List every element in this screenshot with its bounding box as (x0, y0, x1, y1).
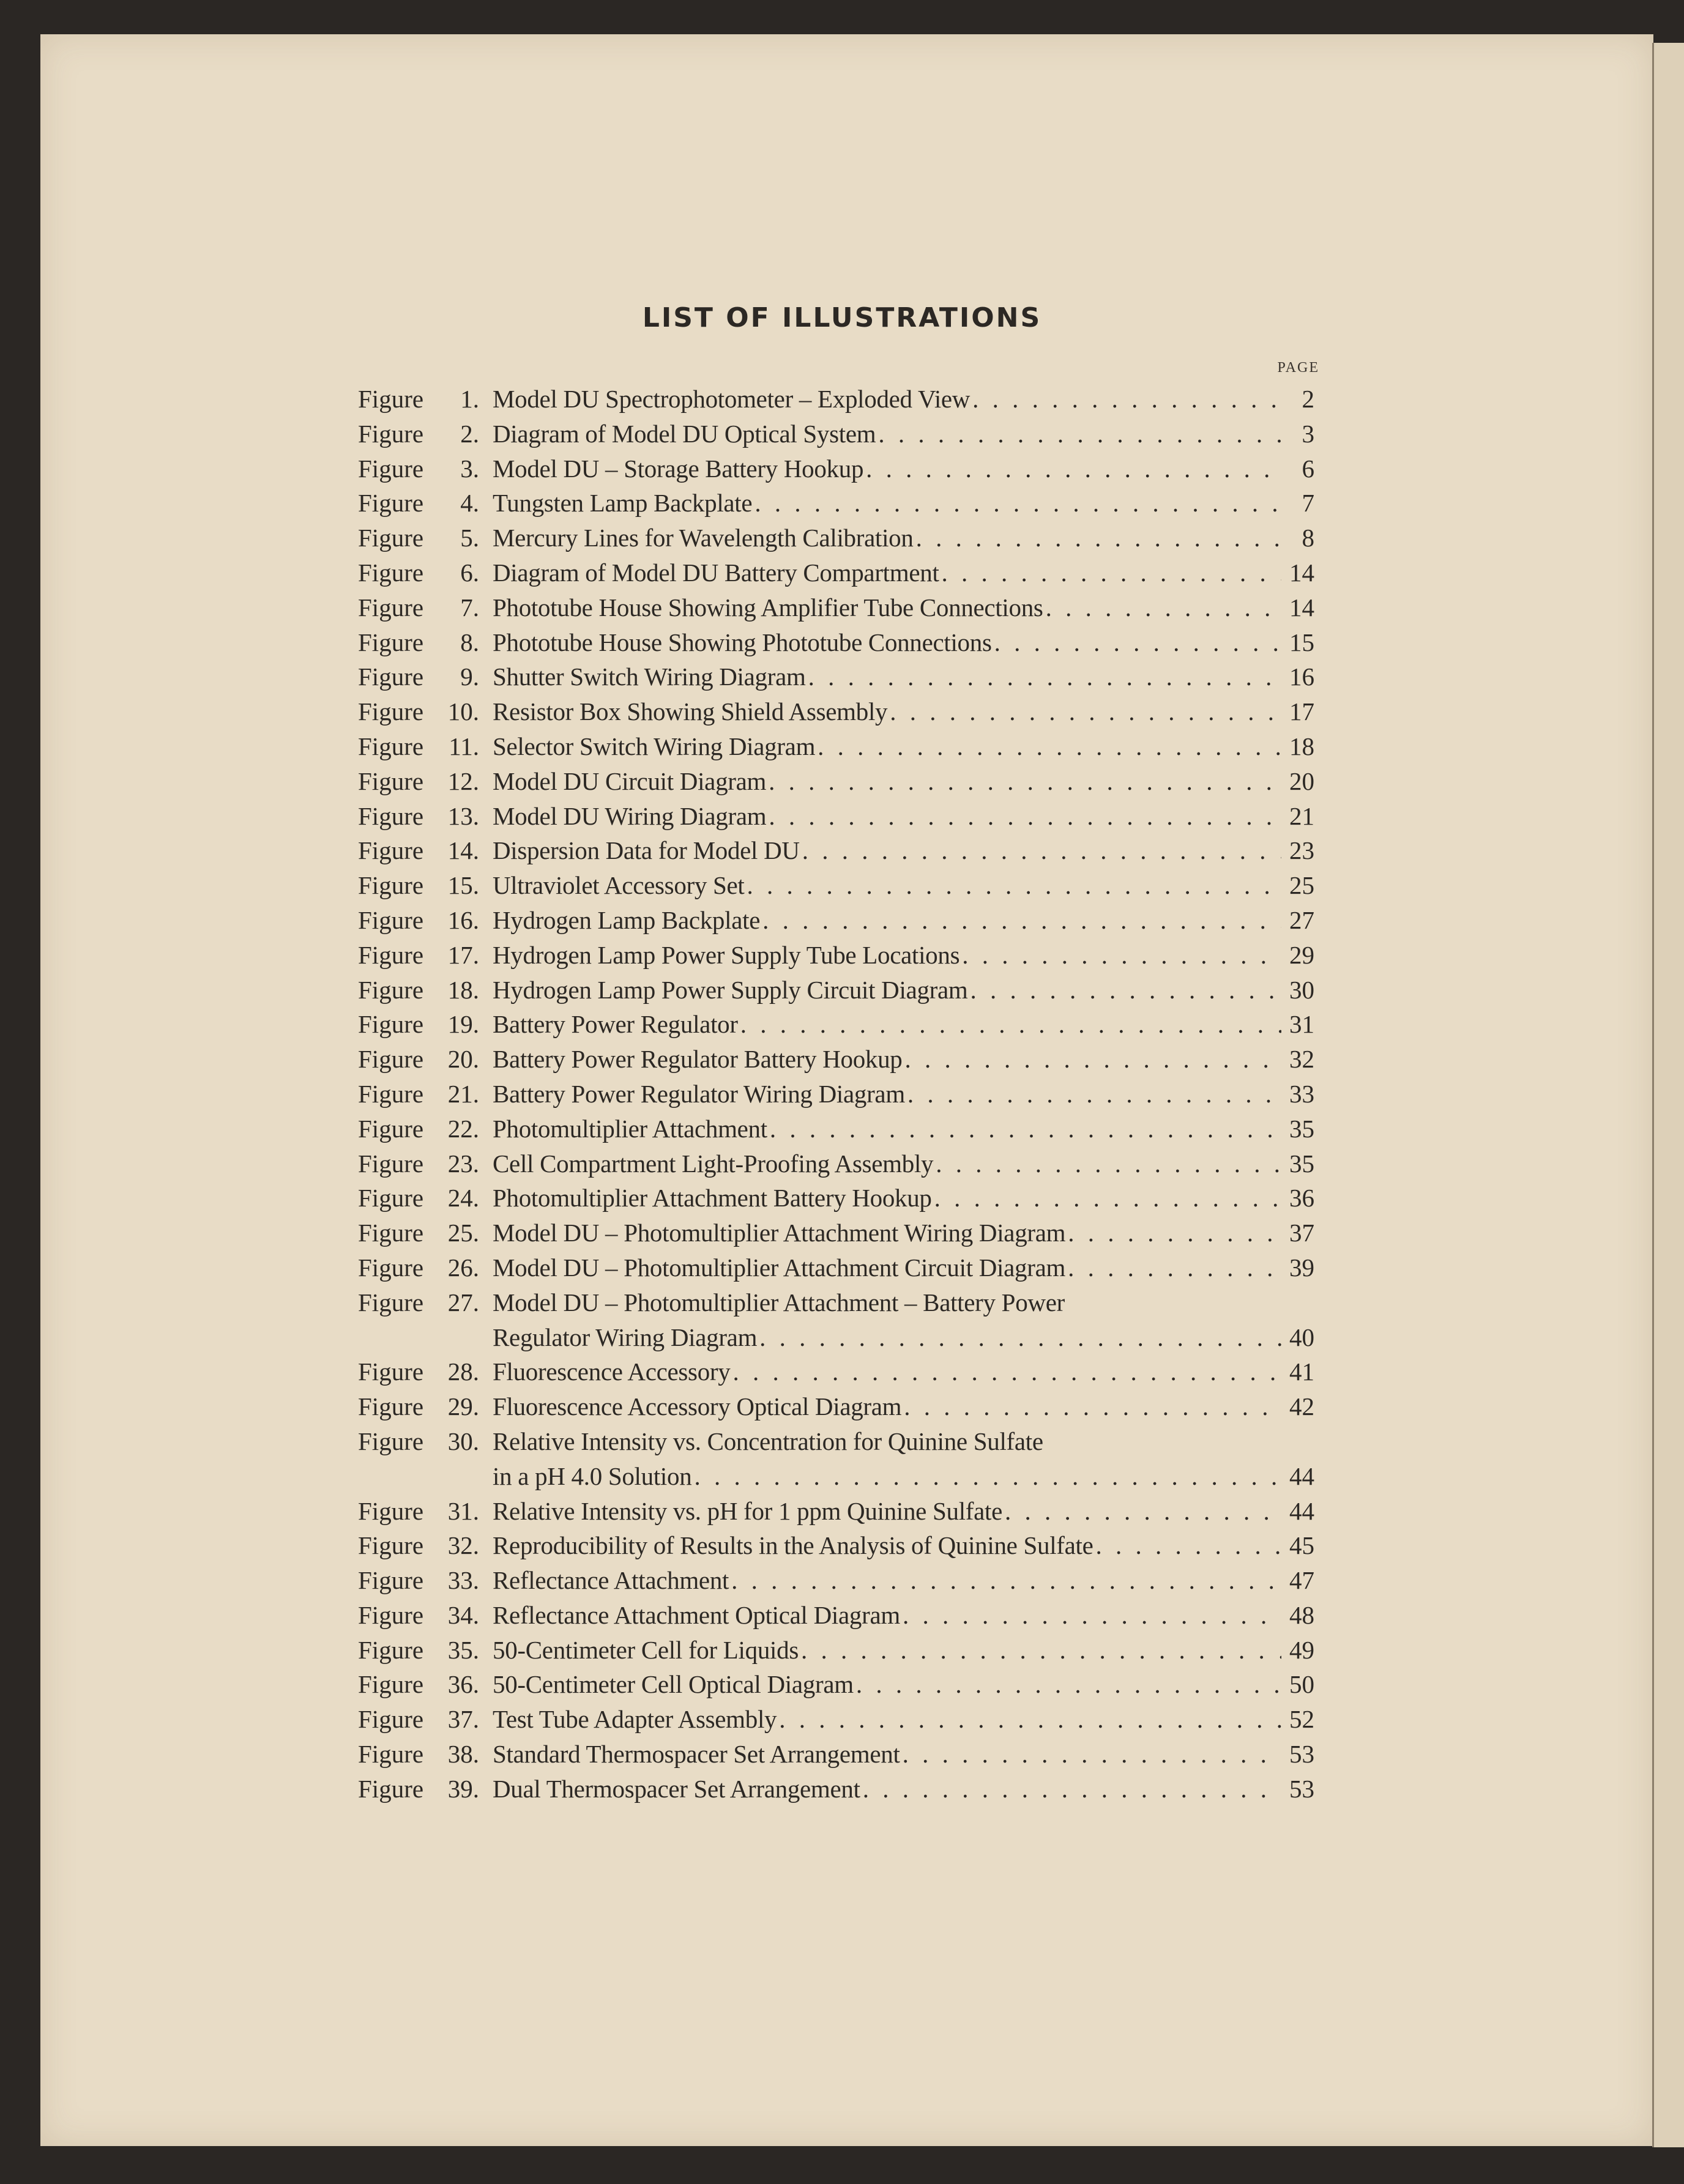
figure-title: 50-Centimeter Cell for Liquids (493, 1635, 799, 1664)
list-item (358, 593, 1314, 628)
list-item (358, 1739, 1314, 1774)
figure-title: Model DU – Photomultiplier Attachment – Battery Power (493, 1288, 1065, 1317)
dot-leader (878, 419, 1281, 448)
figure-number: 26. (447, 1253, 479, 1282)
figure-number: 14. (447, 836, 479, 865)
page-number: 35 (1289, 1114, 1314, 1143)
dot-leader (994, 628, 1281, 657)
list-item (358, 1079, 1314, 1114)
entry-text (493, 1774, 1314, 1803)
list-item (358, 1288, 1314, 1323)
list-item (358, 1635, 1314, 1670)
page-number: 36 (1289, 1184, 1314, 1213)
dot-leader (740, 1009, 1281, 1039)
figure-number: 31. (447, 1496, 479, 1525)
figure-number: 9. (460, 663, 479, 691)
list-item (358, 697, 1314, 732)
figure-number: 1. (460, 385, 479, 413)
figure-title: Battery Power Regulator (493, 1010, 738, 1039)
page-title: LIST OF ILLUSTRATIONS (642, 302, 1042, 333)
figure-title: Hydrogen Lamp Power Supply Tube Locations (493, 940, 960, 969)
page-number: 35 (1289, 1149, 1314, 1178)
figure-number: 15. (447, 871, 479, 900)
dot-leader (890, 697, 1281, 726)
dot-leader (732, 1357, 1281, 1386)
entry-text (493, 454, 1314, 483)
figure-label: Figure (358, 1392, 424, 1421)
entry-text (493, 628, 1314, 657)
figure-title: Relative Intensity vs. pH for 1 ppm Quinine Sulfate (493, 1496, 1003, 1525)
figure-number: 18. (447, 975, 479, 1004)
page-number: 20 (1289, 767, 1314, 795)
page-number: 33 (1289, 1079, 1314, 1108)
page-number: 27 (1289, 905, 1314, 934)
figure-label: Figure (358, 1253, 424, 1282)
dot-leader (762, 905, 1281, 935)
entry-text (493, 767, 1314, 796)
figure-label: Figure (358, 1531, 424, 1560)
entry-text (493, 871, 1314, 900)
figure-label: Figure (358, 1045, 424, 1074)
page-number: 14 (1289, 593, 1314, 622)
page-number: 47 (1289, 1566, 1314, 1595)
dot-leader (1068, 1218, 1281, 1247)
dot-leader (1096, 1531, 1281, 1560)
list-item (358, 1044, 1314, 1079)
figure-label: Figure (358, 558, 424, 587)
figure-title: Standard Thermospacer Set Arrangement (493, 1740, 900, 1769)
figure-label: Figure (358, 1079, 424, 1108)
figure-label: Figure (358, 385, 424, 413)
page-number: 25 (1289, 871, 1314, 900)
figure-label: Figure (358, 836, 424, 865)
page-number: 32 (1289, 1045, 1314, 1074)
entry-text (493, 1218, 1314, 1247)
figure-title: Model DU – Photomultiplier Attachment Wiring Diagram (493, 1219, 1066, 1247)
figure-number: 8. (460, 628, 479, 656)
figure-label: Figure (358, 1358, 424, 1386)
entry-text (493, 1427, 1314, 1456)
adjacent-page-edge (1652, 43, 1684, 2147)
figure-number: 13. (447, 801, 479, 830)
figure-title: Photomultiplier Attachment (493, 1114, 767, 1143)
list-item (358, 1774, 1314, 1809)
dot-leader (802, 836, 1281, 865)
figure-title: Resistor Box Showing Shield Assembly (493, 697, 888, 726)
illustrations-list (358, 384, 1314, 1809)
figure-title: Reflectance Attachment (493, 1566, 729, 1595)
entry-text (493, 558, 1314, 587)
figure-title: Hydrogen Lamp Backplate (493, 905, 761, 934)
page-number: 45 (1289, 1531, 1314, 1560)
figure-title: Test Tube Adapter Assembly (493, 1705, 777, 1734)
figure-label: Figure (358, 1566, 424, 1595)
figure-label: Figure (358, 593, 424, 622)
entry-text (493, 1288, 1314, 1317)
figure-label: Figure (358, 801, 424, 830)
dot-leader (731, 1566, 1281, 1595)
entry-text (493, 1531, 1314, 1560)
entry-text (493, 1114, 1314, 1143)
figure-number: 23. (447, 1149, 479, 1178)
entry-text (493, 732, 1314, 761)
figure-label: Figure (358, 697, 424, 726)
list-item (358, 1531, 1314, 1566)
figure-label: Figure (358, 1288, 424, 1317)
page-number: 18 (1289, 732, 1314, 760)
page-number: 8 (1302, 524, 1314, 552)
dot-leader (694, 1462, 1281, 1491)
entry-text (493, 801, 1314, 831)
figure-number: 10. (447, 697, 479, 726)
page-number: 53 (1289, 1774, 1314, 1803)
dot-leader (808, 662, 1281, 691)
dot-leader (972, 384, 1281, 414)
figure-number: 30. (447, 1427, 479, 1455)
list-item (358, 1427, 1314, 1462)
page-number: 49 (1289, 1635, 1314, 1664)
dot-leader (769, 767, 1281, 796)
page-number: 37 (1289, 1219, 1314, 1247)
entry-text (493, 1635, 1314, 1665)
dot-leader (1005, 1496, 1281, 1526)
entry-text (493, 662, 1314, 691)
dot-leader (1068, 1253, 1281, 1282)
page-column-header: PAGE (1277, 360, 1319, 376)
figure-number: 2. (460, 419, 479, 448)
figure-number: 39. (447, 1774, 479, 1803)
page-number: 44 (1289, 1496, 1314, 1525)
dot-leader (747, 871, 1281, 900)
figure-title: Ultraviolet Accessory Set (493, 871, 745, 900)
entry-text (493, 905, 1314, 935)
figure-title: Phototube House Showing Amplifier Tube Connections (493, 593, 1043, 622)
entry-text (493, 940, 1314, 970)
figure-number: 12. (447, 767, 479, 795)
figure-title: Reflectance Attachment Optical Diagram (493, 1600, 900, 1629)
dot-leader (971, 975, 1281, 1005)
entry-text (493, 836, 1314, 865)
entry-text (493, 1323, 1314, 1352)
entry-text (493, 1183, 1314, 1213)
figure-title: Cell Compartment Light-Proofing Assembly (493, 1149, 934, 1178)
entry-text (493, 1009, 1314, 1039)
dot-leader (903, 1600, 1281, 1630)
list-item (358, 767, 1314, 801)
figure-number: 27. (447, 1288, 479, 1317)
figure-title: Battery Power Regulator Wiring Diagram (493, 1079, 905, 1108)
figure-label: Figure (358, 1740, 424, 1769)
figure-label: Figure (358, 1600, 424, 1629)
figure-title: Dispersion Data for Model DU (493, 836, 800, 865)
figure-label: Figure (358, 419, 424, 448)
figure-number: 4. (460, 489, 479, 518)
page-number: 14 (1289, 558, 1314, 587)
entry-text (493, 1704, 1314, 1734)
page-number: 21 (1289, 801, 1314, 830)
figure-title: Shutter Switch Wiring Diagram (493, 663, 806, 691)
figure-number: 11. (449, 732, 479, 760)
figure-title: Model DU – Photomultiplier Attachment Circuit Diagram (493, 1253, 1066, 1282)
page-number: 6 (1302, 454, 1314, 483)
entry-text (493, 1670, 1314, 1699)
dot-leader (779, 1704, 1281, 1734)
list-item (358, 488, 1314, 523)
entry-text (493, 1566, 1314, 1595)
figure-title: Diagram of Model DU Battery Compartment (493, 558, 939, 587)
figure-number: 6. (460, 558, 479, 587)
dot-leader (856, 1670, 1281, 1699)
figure-number: 16. (447, 905, 479, 934)
list-item (358, 801, 1314, 836)
dot-leader (863, 1774, 1281, 1803)
entry-text (493, 697, 1314, 726)
page-number: 23 (1289, 836, 1314, 865)
page-number: 50 (1289, 1670, 1314, 1699)
list-item (358, 523, 1314, 558)
page-number: 30 (1289, 975, 1314, 1004)
list-item (358, 1183, 1314, 1218)
figure-label: Figure (358, 1635, 424, 1664)
entry-text (493, 1392, 1314, 1421)
figure-label: Figure (358, 1427, 424, 1455)
figure-number: 38. (447, 1740, 479, 1769)
figure-title: Model DU Circuit Diagram (493, 767, 767, 795)
figure-label: Figure (358, 1496, 424, 1525)
figure-title: 50-Centimeter Cell Optical Diagram (493, 1670, 854, 1699)
entry-text (493, 1496, 1314, 1526)
figure-label: Figure (358, 1149, 424, 1178)
dot-leader (905, 1044, 1281, 1074)
page-number: 3 (1302, 419, 1314, 448)
figure-label: Figure (358, 871, 424, 900)
list-item (358, 871, 1314, 905)
figure-title: Dual Thermospacer Set Arrangement (493, 1774, 860, 1803)
figure-number: 36. (447, 1670, 479, 1699)
list-item (358, 1009, 1314, 1044)
figure-title: Model DU Wiring Diagram (493, 801, 767, 830)
list-item (358, 1496, 1314, 1531)
figure-number: 3. (460, 454, 479, 483)
dot-leader (934, 1183, 1281, 1213)
figure-label: Figure (358, 1774, 424, 1803)
figure-label: Figure (358, 1010, 424, 1039)
figure-title: Relative Intensity vs. Concentration for Quinine Sulfate (493, 1427, 1043, 1455)
figure-title-continued: in a pH 4.0 Solution (493, 1462, 692, 1490)
list-item (358, 836, 1314, 871)
dot-leader (916, 523, 1281, 552)
dot-leader (769, 801, 1281, 831)
list-item (358, 940, 1314, 975)
figure-title: Fluorescence Accessory (493, 1358, 731, 1386)
figure-label: Figure (358, 628, 424, 656)
entry-text (493, 1462, 1314, 1491)
list-item (358, 1149, 1314, 1184)
entry-text (493, 593, 1314, 622)
figure-label: Figure (358, 1184, 424, 1213)
page-number: 31 (1289, 1010, 1314, 1039)
figure-number: 32. (447, 1531, 479, 1560)
page-number: 39 (1289, 1253, 1314, 1282)
list-item (358, 1392, 1314, 1427)
page-number: 15 (1289, 628, 1314, 656)
figure-title: Diagram of Model DU Optical System (493, 419, 876, 448)
dot-leader (942, 558, 1281, 587)
page-number: 48 (1289, 1600, 1314, 1629)
entry-text (493, 419, 1314, 448)
figure-label: Figure (358, 940, 424, 969)
list-item-continuation (358, 1323, 1314, 1358)
figure-label: Figure (358, 905, 424, 934)
figure-title: Fluorescence Accessory Optical Diagram (493, 1392, 902, 1421)
page-number: 16 (1289, 663, 1314, 691)
list-item (358, 1704, 1314, 1739)
figure-number: 28. (447, 1358, 479, 1386)
dot-leader (754, 488, 1281, 518)
figure-label: Figure (358, 767, 424, 795)
figure-number: 35. (447, 1635, 479, 1664)
page-number: 52 (1289, 1705, 1314, 1734)
list-item (358, 1253, 1314, 1288)
figure-title: Phototube House Showing Phototube Connections (493, 628, 992, 656)
figure-label: Figure (358, 732, 424, 760)
figure-number: 24. (447, 1184, 479, 1213)
list-item (358, 1114, 1314, 1149)
list-item (358, 975, 1314, 1010)
list-item (358, 628, 1314, 663)
list-item (358, 454, 1314, 489)
figure-number: 37. (447, 1705, 479, 1734)
page-number: 29 (1289, 940, 1314, 969)
figure-number: 7. (460, 593, 479, 622)
dot-leader (907, 1079, 1281, 1109)
figure-label: Figure (358, 524, 424, 552)
list-item (358, 1600, 1314, 1635)
dot-leader (818, 732, 1281, 761)
entry-text (493, 523, 1314, 552)
figure-label: Figure (358, 454, 424, 483)
list-item (358, 558, 1314, 593)
figure-title: Selector Switch Wiring Diagram (493, 732, 816, 760)
figure-number: 34. (447, 1600, 479, 1629)
entry-text (493, 1253, 1314, 1282)
page-number: 7 (1302, 489, 1314, 518)
figure-title: Tungsten Lamp Backplate (493, 489, 753, 518)
list-item (358, 662, 1314, 697)
figure-number: 29. (447, 1392, 479, 1421)
figure-title: Reproducibility of Results in the Analysis of Quinine Sulfate (493, 1531, 1093, 1560)
dot-leader (759, 1323, 1281, 1352)
list-item (358, 1218, 1314, 1253)
figure-title: Photomultiplier Attachment Battery Hookup (493, 1184, 932, 1213)
page-number: 17 (1289, 697, 1314, 726)
figure-label: Figure (358, 663, 424, 691)
list-item (358, 384, 1314, 419)
figure-title: Hydrogen Lamp Power Supply Circuit Diagram (493, 975, 968, 1004)
figure-number: 25. (447, 1219, 479, 1247)
dot-leader (1046, 593, 1281, 622)
list-item-continuation (358, 1462, 1314, 1496)
figure-title: Mercury Lines for Wavelength Calibration (493, 524, 914, 552)
figure-label: Figure (358, 489, 424, 518)
list-item (358, 905, 1314, 940)
page-number: 53 (1289, 1740, 1314, 1769)
figure-label: Figure (358, 1670, 424, 1699)
figure-number: 17. (447, 940, 479, 969)
figure-number: 33. (447, 1566, 479, 1595)
entry-text (493, 975, 1314, 1005)
entry-text (493, 1357, 1314, 1386)
entry-text (493, 1149, 1314, 1178)
dot-leader (801, 1635, 1281, 1665)
entry-text (493, 384, 1314, 414)
entry-text (493, 1079, 1314, 1109)
dot-leader (903, 1739, 1281, 1769)
list-item (358, 419, 1314, 454)
list-item (358, 1670, 1314, 1704)
page-number: 44 (1289, 1462, 1314, 1490)
entry-text (493, 1044, 1314, 1074)
dot-leader (770, 1114, 1281, 1143)
figure-label: Figure (358, 975, 424, 1004)
figure-title: Model DU – Storage Battery Hookup (493, 454, 864, 483)
figure-label: Figure (358, 1114, 424, 1143)
figure-title: Model DU Spectrophotometer – Exploded View (493, 385, 971, 413)
entry-text (493, 1600, 1314, 1630)
figure-number: 22. (447, 1114, 479, 1143)
entry-text (493, 1739, 1314, 1769)
dot-leader (936, 1149, 1281, 1178)
figure-number: 19. (447, 1010, 479, 1039)
figure-title: Battery Power Regulator Battery Hookup (493, 1045, 903, 1074)
page-number: 2 (1302, 385, 1314, 413)
dot-leader (866, 454, 1281, 483)
figure-number: 21. (447, 1079, 479, 1108)
dot-leader (904, 1392, 1281, 1421)
entry-text (493, 488, 1314, 518)
page-number: 42 (1289, 1392, 1314, 1421)
dot-leader (962, 940, 1281, 970)
figure-number: 20. (447, 1045, 479, 1074)
figure-label: Figure (358, 1219, 424, 1247)
figure-number: 5. (460, 524, 479, 552)
list-item (358, 1357, 1314, 1392)
list-item (358, 1566, 1314, 1600)
figure-label: Figure (358, 1705, 424, 1734)
list-item (358, 732, 1314, 767)
page-number: 41 (1289, 1358, 1314, 1386)
figure-title-continued: Regulator Wiring Diagram (493, 1323, 758, 1351)
page-number: 40 (1289, 1323, 1314, 1351)
